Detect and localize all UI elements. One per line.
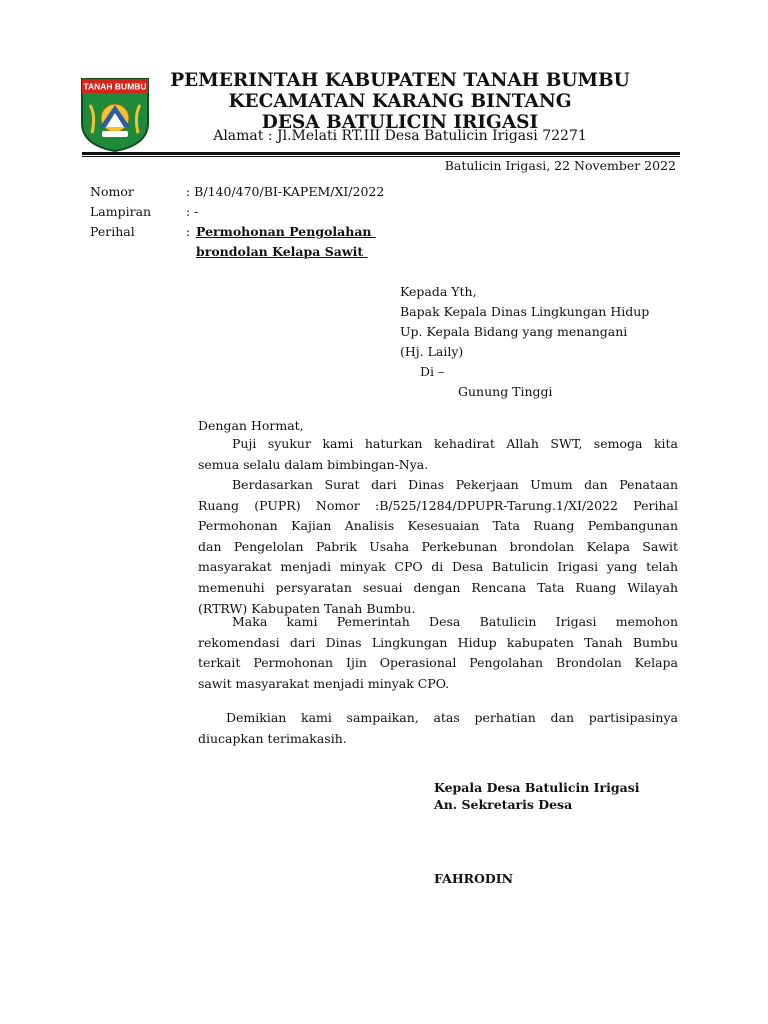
letterhead-village: DESA BATULICIN IRIGASI [261,112,539,133]
paragraph-3-line: rekomendasi dari Dinas Lingkungan Hidup kabupaten Tanah Bumbu [198,634,678,650]
lampiran-label: Lampiran [90,204,152,219]
lampiran-value: : - [186,204,199,219]
paragraph-3-line: terkait Permohonan Ijin Operasional Pengolahan Brondolan Kelapa [198,655,678,671]
signatory-name: FAHRODIN [434,871,514,886]
paragraph-2-line: masyarakat menjadi minyak CPO di Desa Batulicin Irigasi yang telah [198,559,678,575]
paragraph-3-line: Maka kami Pemerintah Desa Batulicin Irigasi memohon [232,614,678,629]
greeting: Dengan Hormat, [198,418,304,433]
letterhead-divider-thick [82,152,680,155]
recipient-line-2: Bapak Kepala Dinas Lingkungan Hidup [400,304,650,319]
paragraph-1 [198,434,678,475]
nomor-label: Nomor [90,184,134,199]
signature-title-2: An. Sekretaris Desa [434,797,573,812]
paragraph-closing-line: diucapkan terimakasih. [198,730,347,746]
paragraph-closing [198,708,678,749]
paragraph-2-line: Permohonan Kajian Analisis Kesesuaian Tata Ruang Pembangunan [198,518,678,534]
paragraph-1-line: semua selalu dalam bimbingan-Nya. [198,456,429,472]
paragraph-2 [198,475,678,619]
paragraph-closing-line: Demikian kami sampaikan, atas perhatian dan partisipasinya [226,710,678,725]
recipient-line-3: Up. Kepala Bidang yang menangani [400,324,628,339]
paragraph-2-line: memenuhi persyaratan sesuai dengan Rencana Tata Ruang Wilayah [198,579,678,595]
perihal-line-2: brondolan Kelapa Sawit [196,244,368,259]
paragraph-3-line: sawit masyarakat menjadi minyak CPO. [198,675,450,691]
perihal-colon: : [186,224,191,239]
paragraph-2-line: (RTRW) Kabupaten Tanah Bumbu. [198,600,416,616]
perihal-line-1: Permohonan Pengolahan [196,224,376,239]
letterhead-government: PEMERINTAH KABUPATEN TANAH BUMBU [170,70,630,91]
letterhead-district: KECAMATAN KARANG BINTANG [228,91,572,112]
logo-label: TANAH BUMBU [83,81,147,92]
nomor-value: : B/140/470/BI-KAPEM/XI/2022 [186,184,385,199]
paragraph-3 [198,612,678,694]
recipient-line-5: Di – [420,364,445,379]
letterhead-address: Alamat : Jl.Melati RT.III Desa Batulicin Irigasi 72271 [213,128,587,144]
perihal-label: Perihal [90,224,135,239]
signature-title-1: Kepala Desa Batulicin Irigasi [434,780,640,795]
recipient-line-6: Gunung Tinggi [458,384,553,399]
recipient-line-4: (Hj. Laily) [400,344,464,359]
letterhead-divider-thin [82,156,680,157]
recipient-line-1: Kepada Yth, [400,284,477,299]
paragraph-2-line: Ruang (PUPR) Nomor :B/525/1284/DPUPR-Tarung.1/XI/2022 Perihal [198,497,678,513]
paragraph-1-line: Puji syukur kami haturkan kehadirat Allah SWT, semoga kita [232,436,678,451]
paragraph-2-line: dan Pengelolan Pabrik Usaha Perkebunan brondolan Kelapa Sawit [198,538,678,554]
regency-logo [76,75,154,153]
paragraph-2-line: Berdasarkan Surat dari Dinas Pekerjaan Umum dan Penataan [232,477,678,492]
letter-date: Batulicin Irigasi, 22 November 2022 [444,158,676,173]
